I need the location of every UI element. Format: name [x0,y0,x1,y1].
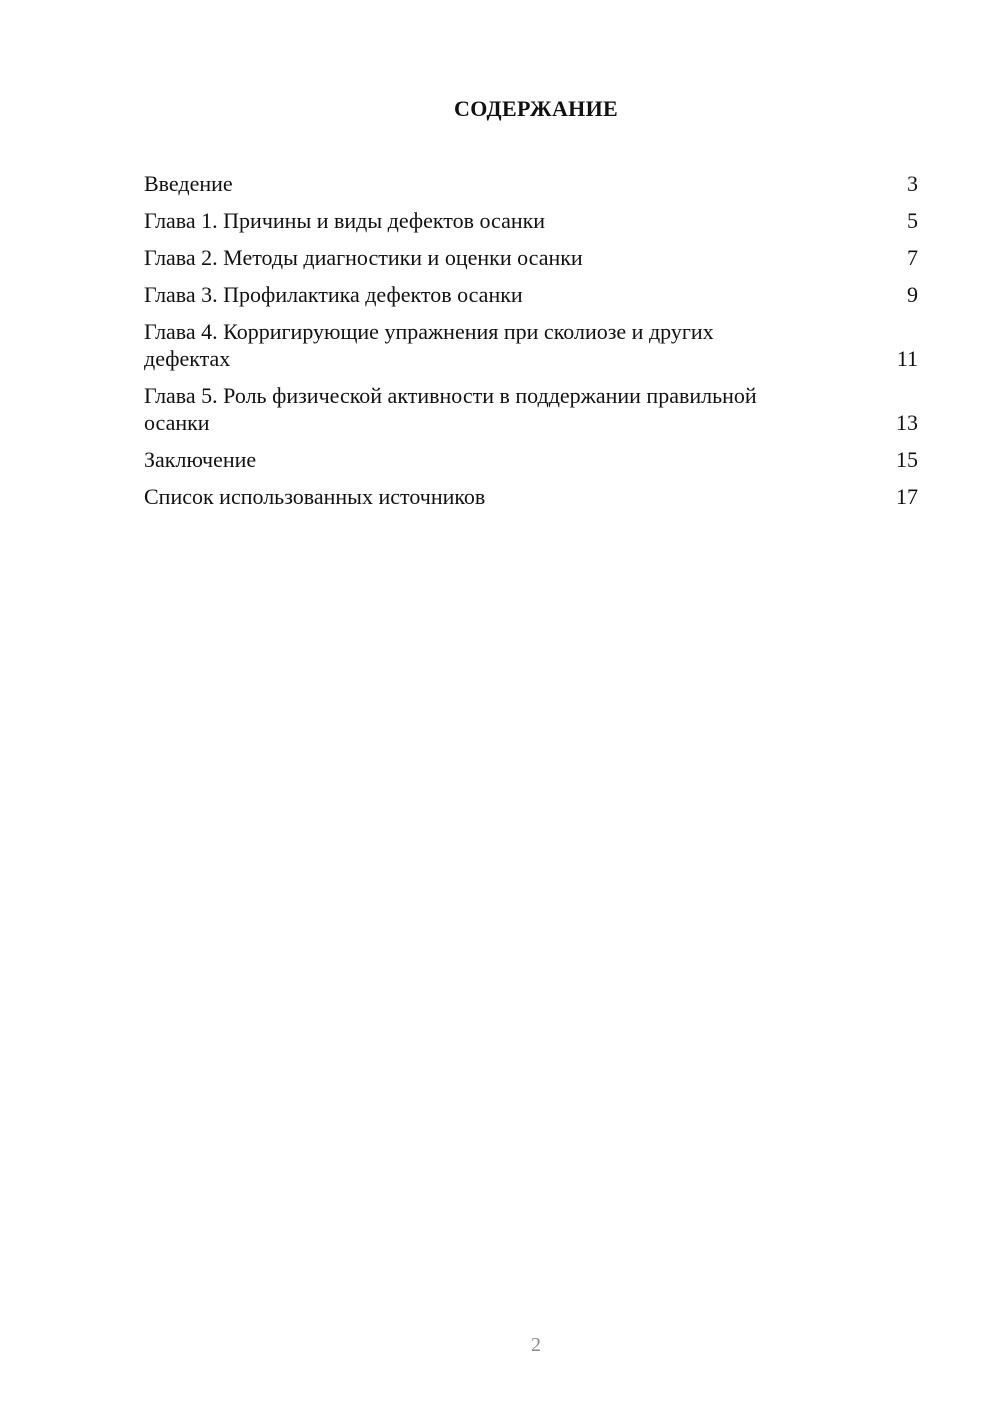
toc-entry-page: 13 [896,410,918,435]
toc-entry-title: Глава 4. Корригирующие упражнения при сколиозе и других дефектах [144,319,714,371]
toc-entry-title: Глава 2. Методы диагностики и оценки осанки [144,245,583,270]
toc-entry-title: Глава 3. Профилактика дефектов осанки [144,282,523,307]
toc-entry-title: Введение [144,171,233,196]
toc-entry-conclusion[interactable] [144,446,918,473]
toc-entry-page: 7 [907,245,918,270]
toc-entry-page: 15 [896,447,918,472]
toc-entry-introduction[interactable] [144,170,918,197]
toc-entry-title: Глава 5. Роль физической активности в поддержании правильной осанки [144,383,757,435]
toc-entry-page: 17 [896,484,918,509]
toc-entry-references[interactable] [144,483,918,510]
toc-entry-page: 5 [907,208,918,233]
toc-entry-chapter-4[interactable] [144,318,918,372]
toc-entry-chapter-1[interactable] [144,207,918,234]
page-title: СОДЕРЖАНИЕ [454,96,618,121]
page-number: 2 [531,1334,541,1356]
toc-entry-title: Заключение [144,447,257,472]
toc-entry-chapter-3[interactable] [144,281,918,308]
toc-entry-title: Глава 1. Причины и виды дефектов осанки [144,208,546,233]
toc-entry-page: 11 [896,346,918,371]
toc-entry-chapter-2[interactable] [144,244,918,271]
toc-entry-page: 9 [907,282,918,307]
toc-entry-title: Список использованных источников [144,484,486,509]
table-of-contents [144,170,918,520]
toc-entry-chapter-5[interactable] [144,382,918,436]
toc-entry-page: 3 [907,171,918,196]
